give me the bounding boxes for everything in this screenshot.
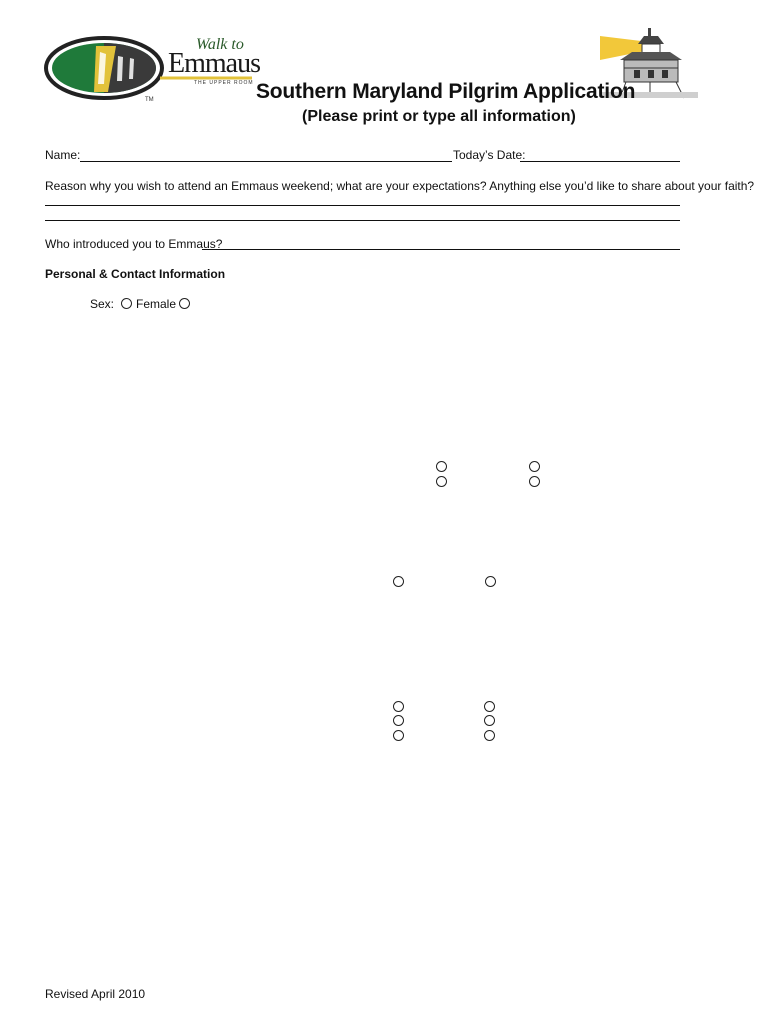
option-radio[interactable] <box>393 715 404 726</box>
revised-note: Revised April 2010 <box>45 987 146 1001</box>
sex-female-radio[interactable] <box>179 298 190 309</box>
option-radio[interactable] <box>484 701 495 712</box>
form-title: Southern Maryland Pilgrim Application <box>256 80 636 103</box>
logo-emmaus: Emmaus <box>168 48 260 79</box>
logo-walk-to: Walk to <box>196 36 244 53</box>
reason-label: Reason why you wish to attend an Emmaus weekend; what are your expectations? Anything else you’d like to share about your faith? <box>45 179 755 193</box>
logo-tagline: THE UPPER ROOM <box>194 80 254 86</box>
name-field[interactable] <box>80 161 452 162</box>
option-radio[interactable] <box>393 576 404 587</box>
option-radio[interactable] <box>484 730 495 741</box>
introduced-field[interactable] <box>202 249 680 250</box>
name-label: Name: <box>45 148 81 162</box>
sex-label: Sex: <box>90 297 115 311</box>
reason-field-line-2[interactable] <box>45 220 680 221</box>
form-subtitle: (Please print or type all information) <box>302 108 576 125</box>
option-radio[interactable] <box>436 476 447 487</box>
todays-date-field[interactable] <box>520 161 680 162</box>
option-radio[interactable] <box>484 715 495 726</box>
option-radio[interactable] <box>529 476 540 487</box>
emmaus-logo <box>44 34 260 104</box>
introduced-label: Who introduced you to Emmaus? <box>45 237 223 251</box>
section-personal-contact: Personal & Contact Information <box>45 267 226 281</box>
option-radio[interactable] <box>393 730 404 741</box>
todays-date-label: Today’s Date: <box>453 148 526 162</box>
option-radio[interactable] <box>529 461 540 472</box>
logo-tm: TM <box>145 97 154 103</box>
sex-female-label: Female <box>136 297 177 311</box>
sex-male-radio[interactable] <box>121 298 132 309</box>
option-radio[interactable] <box>436 461 447 472</box>
option-radio[interactable] <box>393 701 404 712</box>
option-radio[interactable] <box>485 576 496 587</box>
reason-field-line-1[interactable] <box>45 205 680 206</box>
